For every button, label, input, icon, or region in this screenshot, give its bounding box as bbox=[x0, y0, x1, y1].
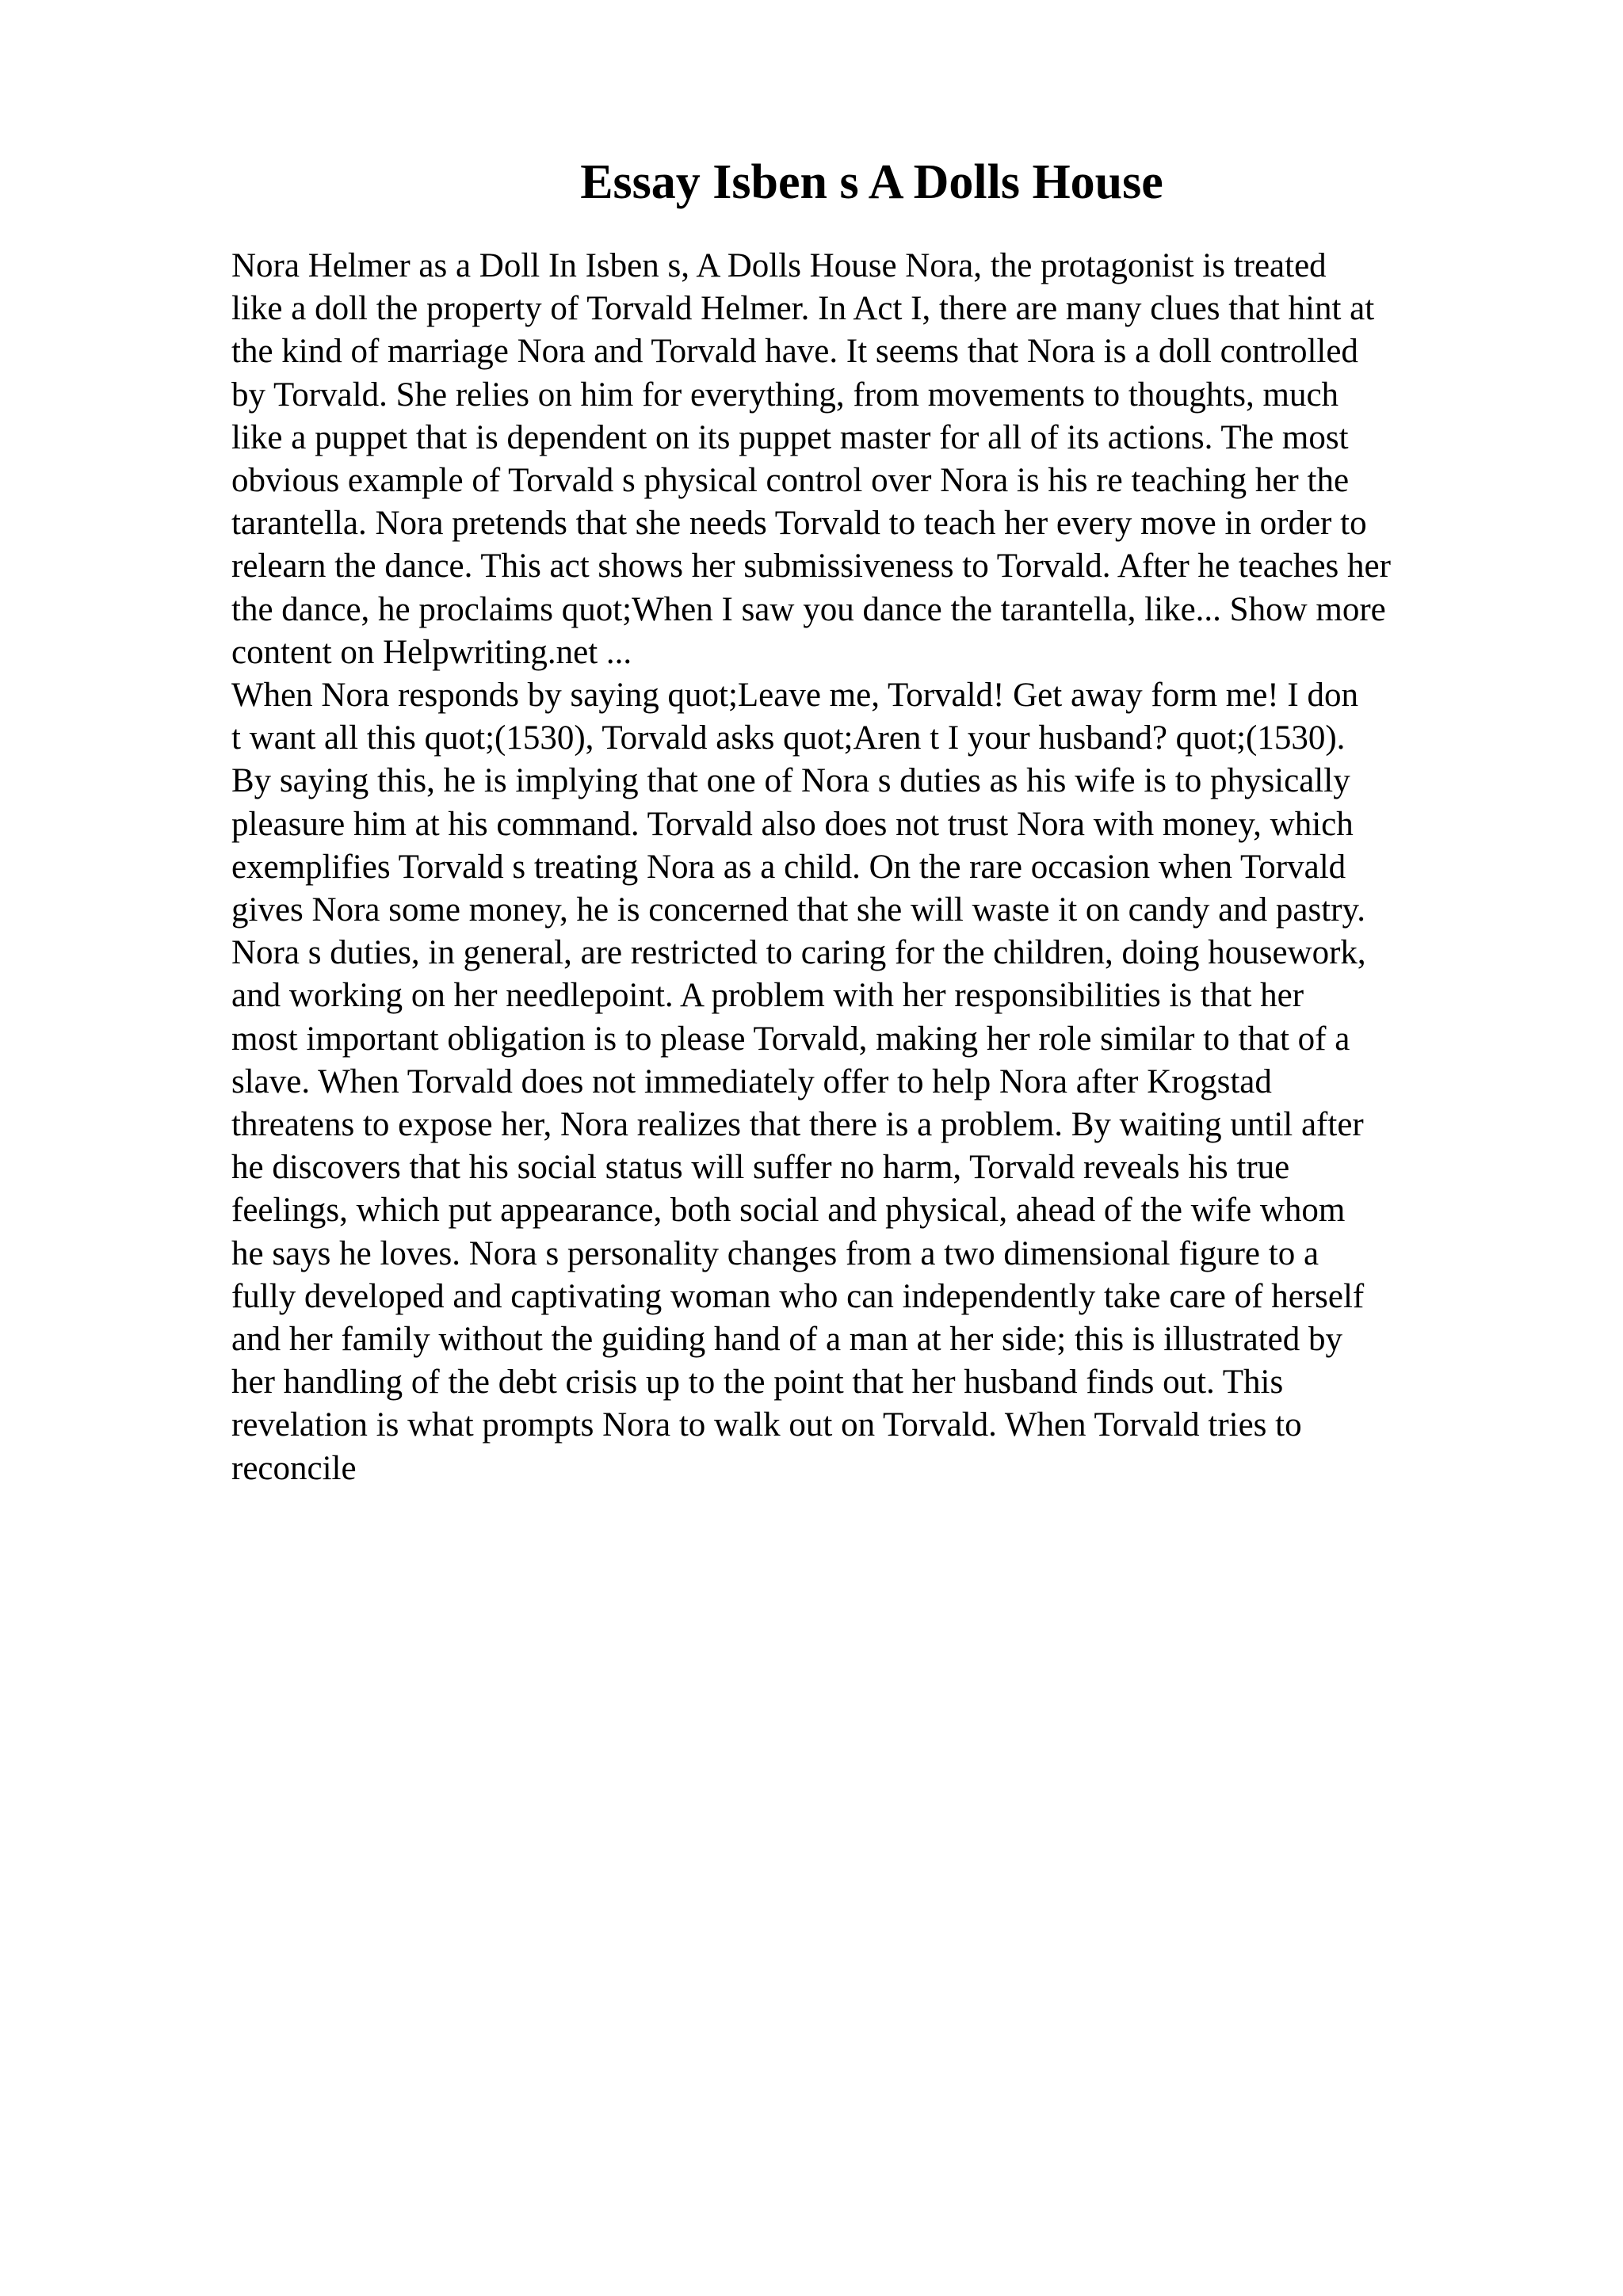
text-line: by Torvald. She relies on him for everything, from movements to thoughts, much bbox=[231, 376, 1339, 414]
text-line: content on Helpwriting.net ... bbox=[231, 633, 632, 671]
text-line: the kind of marriage Nora and Torvald have. It seems that Nora is a doll controlled bbox=[231, 333, 1358, 371]
text-line: reconcile bbox=[231, 1449, 357, 1487]
text-line: tarantella. Nora pretends that she needs Torvald to teach her every move in order to bbox=[231, 505, 1367, 543]
text-line: revelation is what prompts Nora to walk out on Torvald. When Torvald tries to bbox=[231, 1406, 1302, 1444]
text-line: and her family without the guiding hand of a man at her side; this is illustrated by bbox=[231, 1321, 1342, 1359]
text-line: her handling of the debt crisis up to the point that her husband finds out. This bbox=[231, 1363, 1284, 1402]
text-line: obvious example of Torvald s physical control over Nora is his re teaching her the bbox=[231, 462, 1350, 500]
document-title: Essay Isben s A Dolls House bbox=[580, 155, 1163, 209]
text-line: Nora s duties, in general, are restricted to caring for the children, doing housework, bbox=[231, 934, 1366, 972]
text-line: t want all this quot;(1530), Torvald asks quot;Aren t I your husband? quot;(1530). bbox=[231, 719, 1346, 757]
text-line: pleasure him at his command. Torvald also does not trust Nora with money, which bbox=[231, 805, 1354, 843]
text-line: he discovers that his social status will suffer no harm, Torvald reveals his true bbox=[231, 1149, 1290, 1187]
text-line: most important obligation is to please Torvald, making her role similar to that of a bbox=[231, 1020, 1350, 1058]
text-line: slave. When Torvald does not immediately offer to help Nora after Krogstad bbox=[231, 1062, 1272, 1100]
text-line: the dance, he proclaims quot;When I saw you dance the tarantella, like... Show more bbox=[231, 590, 1386, 628]
text-line: Nora Helmer as a Doll In Isben s, A Dolls House Nora, the protagonist is treated bbox=[231, 247, 1327, 284]
text-line: feelings, which put appearance, both social and physical, ahead of the wife whom bbox=[231, 1192, 1346, 1230]
text-line: exemplifies Torvald s treating Nora as a child. On the rare occasion when Torvald bbox=[231, 848, 1346, 886]
text-line: and working on her needlepoint. A problem with her responsibilities is that her bbox=[231, 977, 1304, 1015]
text-line: he says he loves. Nora s personality changes from a two dimensional figure to a bbox=[231, 1234, 1319, 1272]
text-line: like a puppet that is dependent on its puppet master for all of its actions. The most bbox=[231, 418, 1349, 456]
text-line: gives Nora some money, he is concerned that she will waste it on candy and pastry. bbox=[231, 891, 1365, 929]
essay-body bbox=[231, 245, 1499, 1490]
text-line: fully developed and captivating woman who can independently take care of herself bbox=[231, 1277, 1365, 1315]
text-line: By saying this, he is implying that one of Nora s duties as his wife is to physically bbox=[231, 762, 1350, 800]
text-line: threatens to expose her, Nora realizes that there is a problem. By waiting until after bbox=[231, 1106, 1364, 1144]
text-line: When Nora responds by saying quot;Leave me, Torvald! Get away form me! I don bbox=[231, 677, 1358, 715]
text-line: like a doll the property of Torvald Helmer. In Act I, there are many clues that hint at bbox=[231, 290, 1375, 328]
text-line: relearn the dance. This act shows her submissiveness to Torvald. After he teaches her bbox=[231, 547, 1391, 585]
